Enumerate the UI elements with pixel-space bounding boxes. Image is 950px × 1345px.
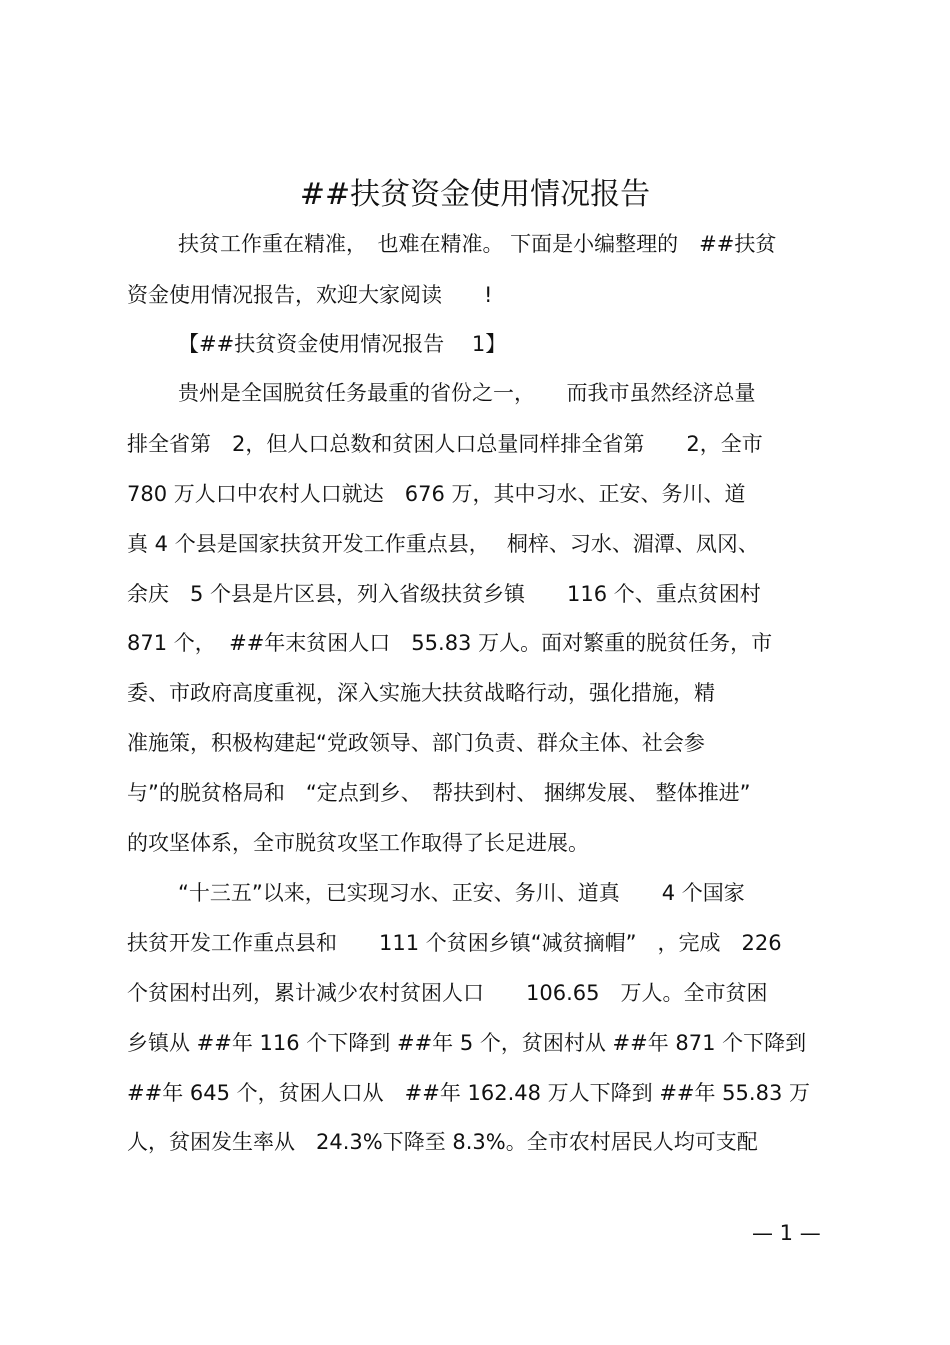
body-line: 扶贫开发工作重点县和 111 个贫困乡镇“减贫摘帽” ，完成 226 [127, 931, 782, 955]
body-line: 乡镇从 ##年 116 个下降到 ##年 5 个，贫困村从 ##年 871 个下降到 [127, 1031, 807, 1055]
section-heading: 【##扶贫资金使用情况报告 1】 [178, 332, 507, 356]
body-line: 余庆 5 个县是片区县，列入省级扶贫乡镇 116 个、重点贫困村 [127, 582, 761, 606]
body-line: 排全省第 2，但人口总数和贫困人口总量同样排全省第 2，全市 [127, 432, 763, 456]
body-line: 准施策，积极构建起“党政领导、部门负责、群众主体、社会参 [127, 731, 705, 755]
body-line: “十三五”以来，已实现习水、正安、务川、道真 4 个国家 [178, 881, 745, 905]
body-line: 委、市政府高度重视，深入实施大扶贫战略行动，强化措施，精 [127, 681, 715, 705]
body-line: 780 万人口中农村人口就达 676 万，其中习水、正安、务川、道 [127, 482, 746, 506]
body-line: 与”的脱贫格局和 “定点到乡、 帮扶到村、 捆绑发展、 整体推进” [127, 781, 751, 805]
page-number: — 1 — [752, 1221, 821, 1245]
body-line: 871 个， ##年末贫困人口 55.83 万人。面对繁重的脱贫任务，市 [127, 631, 773, 655]
body-line: 扶贫工作重在精准， 也难在精准。 下面是小编整理的 ##扶贫 [178, 232, 777, 256]
body-line: ##年 645 个，贫困人口从 ##年 162.48 万人下降到 ##年 55.83 万 [127, 1081, 810, 1105]
body-line: 的攻坚体系，全市脱贫攻坚工作取得了长足进展。 [127, 831, 589, 855]
document-title: ##扶贫资金使用情况报告 [299, 177, 651, 212]
body-line: 资金使用情况报告，欢迎大家阅读 ! [127, 283, 493, 307]
body-line: 真 4 个县是国家扶贫开发工作重点县， 桐梓、习水、湄潭、凤冈、 [127, 532, 759, 556]
body-line: 人，贫困发生率从 24.3%下降至 8.3%。全市农村居民人均可支配 [127, 1130, 758, 1154]
body-line: 个贫困村出列，累计减少农村贫困人口 106.65 万人。全市贫困 [127, 981, 768, 1005]
body-line: 贵州是全国脱贫任务最重的省份之一， 而我市虽然经济总量 [178, 381, 756, 405]
